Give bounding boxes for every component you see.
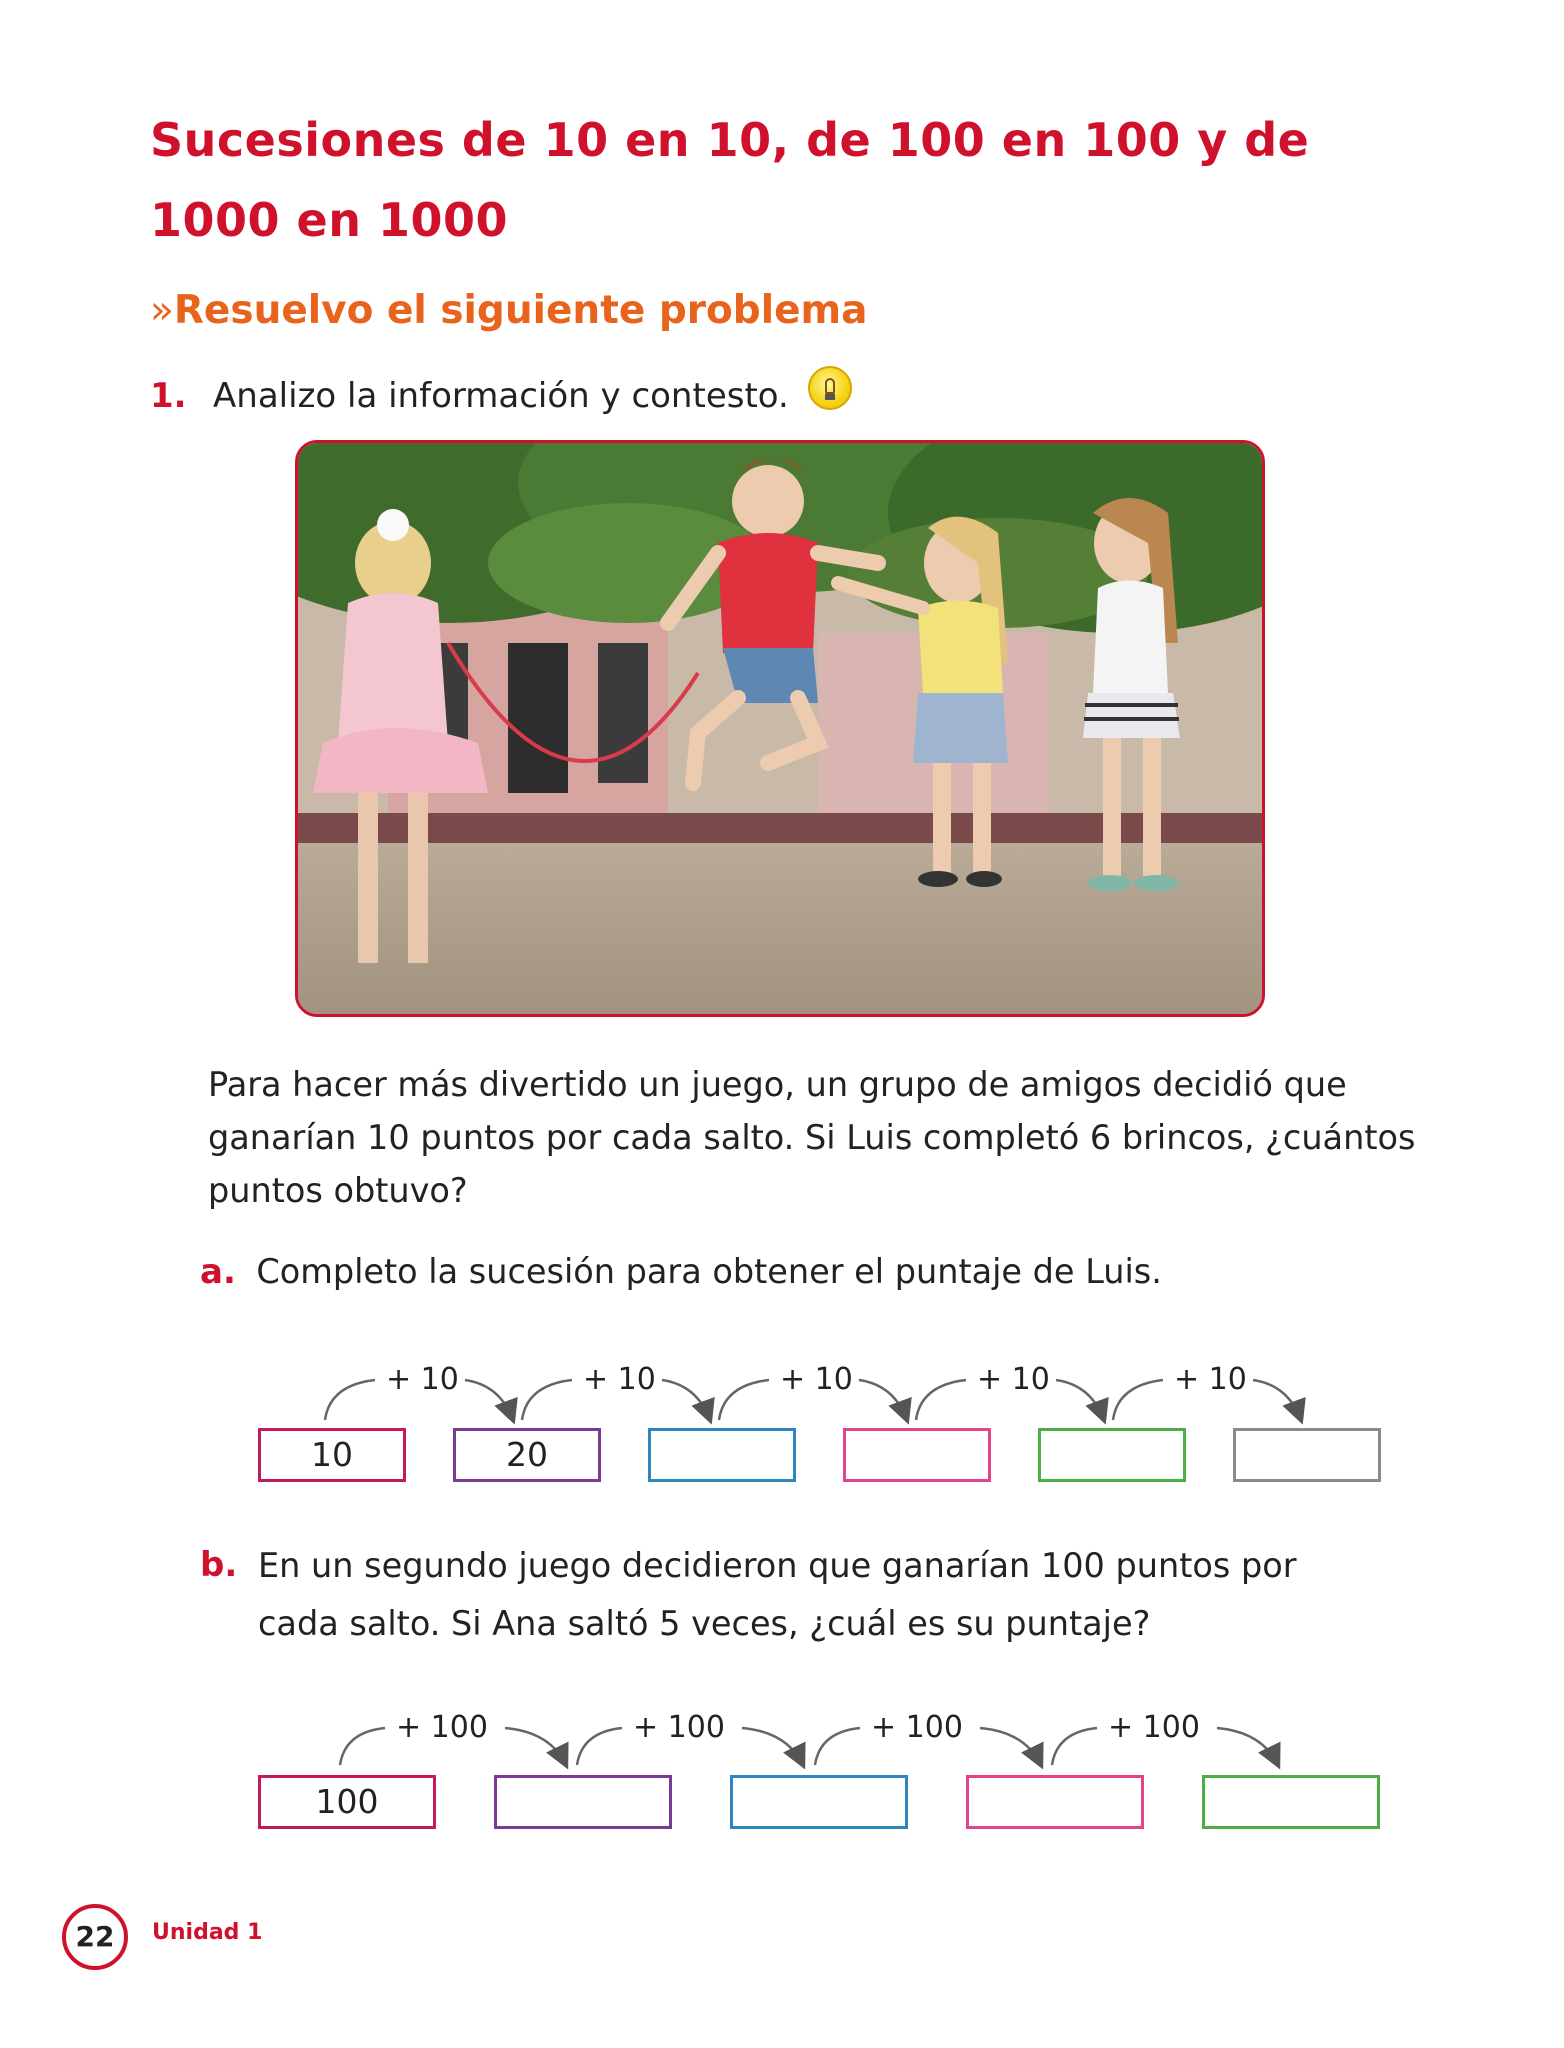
item-b-letter: b. [200,1545,238,1585]
step-label: + 10 [583,1362,656,1397]
item-a-text: Completo la sucesión para obtener el puntaje de Luis. [256,1252,1162,1291]
answer-box[interactable] [648,1428,796,1482]
subtitle-marker: » [150,288,174,333]
answer-box[interactable] [1038,1428,1186,1482]
answer-box: 100 [258,1775,436,1829]
step-label: + 100 [1108,1710,1200,1745]
step-label: + 100 [633,1710,725,1745]
question-text: Analizo la información y contesto. [213,376,789,416]
step-label: + 10 [780,1362,853,1397]
answer-box: 10 [258,1428,406,1482]
answer-box[interactable] [843,1428,991,1482]
item-a-letter: a. [200,1252,236,1292]
page-number: 22 [62,1904,128,1970]
question-number: 1. [150,376,187,416]
step-label: + 10 [977,1362,1050,1397]
step-label: + 100 [871,1710,963,1745]
subtitle-text: Resuelvo el siguiente problema [173,288,868,333]
answer-box[interactable] [730,1775,908,1829]
answer-box[interactable] [494,1775,672,1829]
step-label: + 10 [1174,1362,1247,1397]
item-b-text: En un segundo juego decidieron que ganarían 100 puntos por cada salto. Si Ana saltó 5 veces, ¿cuál es su puntaje? [258,1546,1297,1643]
answer-box[interactable] [1233,1428,1381,1482]
answer-box[interactable] [966,1775,1144,1829]
page-title: Sucesiones de 10 en 10, de 100 en 100 y de 1000 en 1000 [150,113,1310,247]
answer-box: 20 [453,1428,601,1482]
unit-label: Unidad 1 [152,1920,263,1945]
problem-statement: Para hacer más divertido un juego, un grupo de amigos decidió que ganarían 10 puntos por cada salto. Si Luis completó 6 brincos, ¿cuántos puntos obtuvo? [208,1065,1416,1210]
step-label: + 10 [386,1362,459,1397]
step-label: + 100 [396,1710,488,1745]
answer-box[interactable] [1202,1775,1380,1829]
